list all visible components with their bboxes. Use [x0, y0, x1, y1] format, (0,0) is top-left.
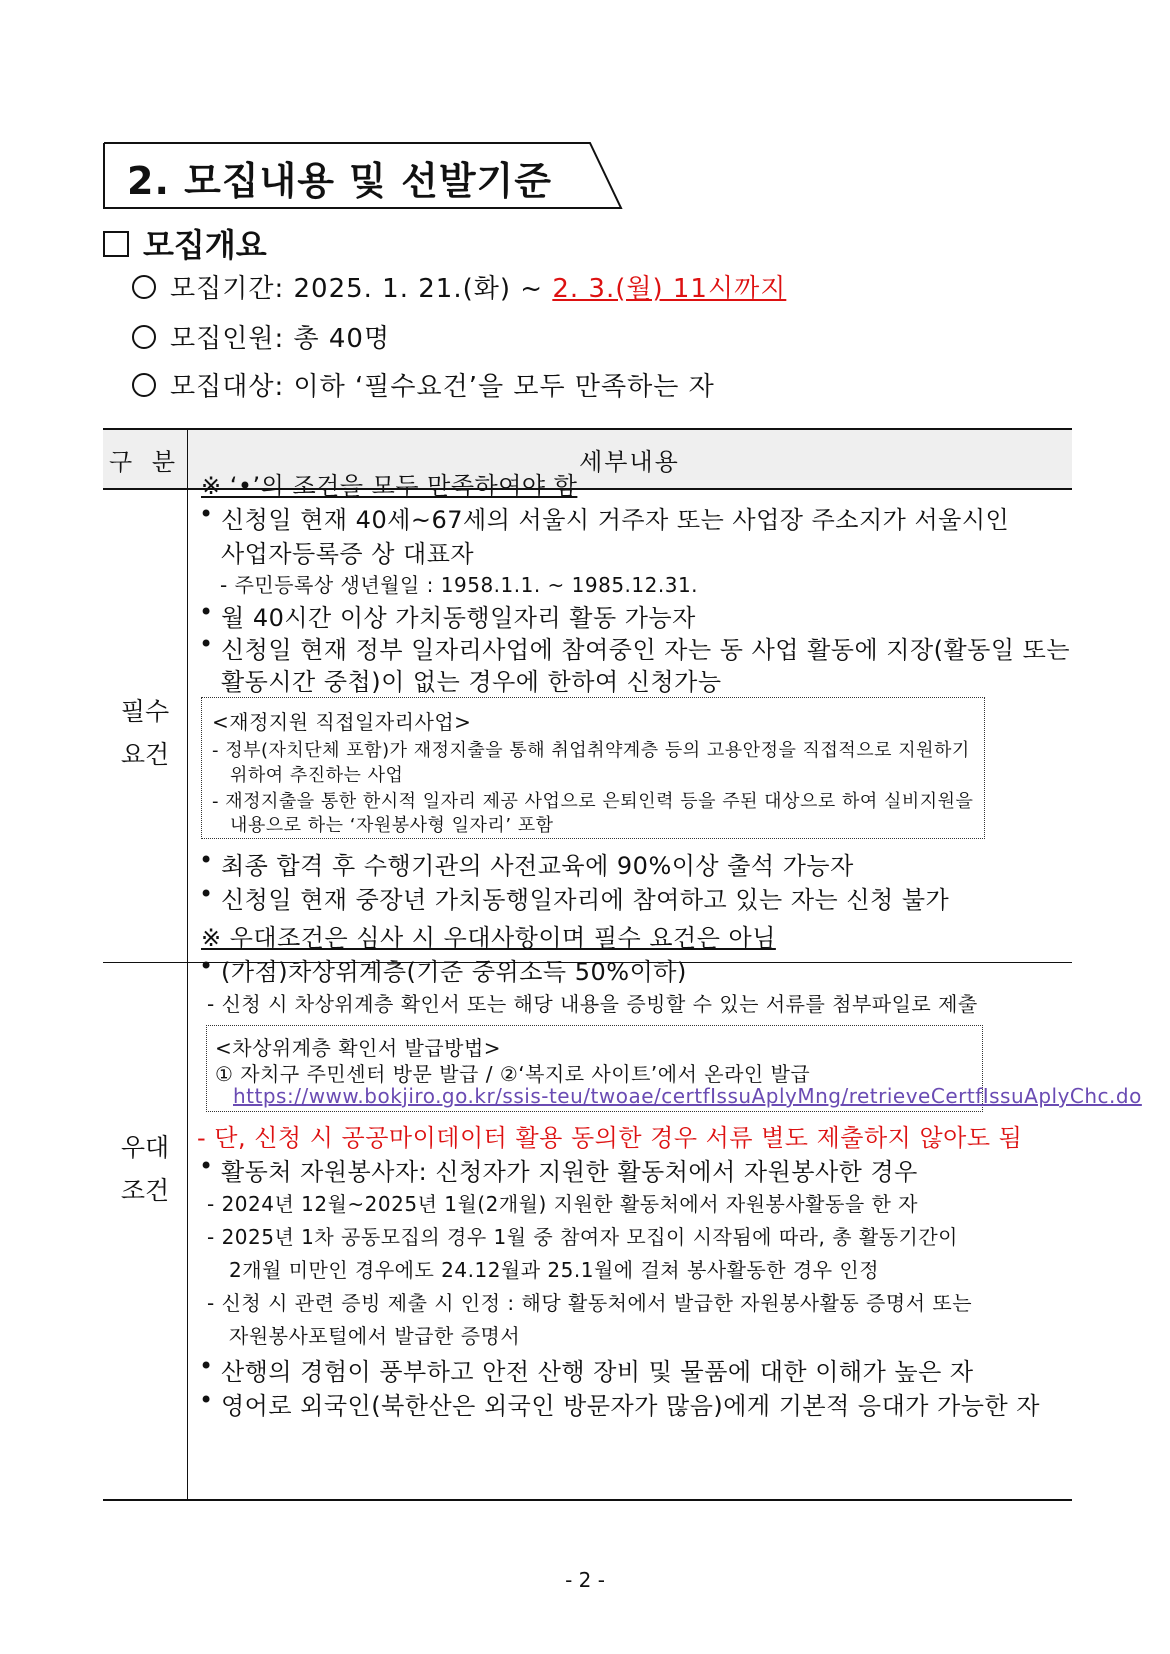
box-line-1: - 정부(자치단체 포함)가 재정지출을 통해 취업취약계층 등의 고용안정을 직접적으로 지원하기 — [212, 740, 970, 761]
preferred-bullet-4: • 영어로 외국인(북한산은 외국인 방문자가 많음)에게 기본적 응대가 가능한 자 — [221, 1386, 1040, 1421]
category-required-l1: 필수 — [120, 697, 170, 726]
recruit-target — [132, 366, 715, 403]
period-label: 모집기간: 2025. 1. 21.(화) ~ — [170, 274, 553, 304]
cert-box-title: <차상위계층 확인서 발급방법> — [215, 1036, 502, 1060]
required-bullet-3: • 신청일 현재 정부 일자리사업에 참여중인 자는 동 사업 활동에 지장(활동일 또는 — [221, 630, 1070, 665]
preferred-bullet-2-sub-2: - 2025년 1차 공동모집의 경우 1월 중 참여자 모집이 시작됨에 따라, 총 활동기간이 — [207, 1225, 958, 1249]
category-preferred — [103, 1126, 187, 1212]
box-line-3: - 재정지출을 통한 한시적 일자리 제공 사업으로 은퇴인력 등을 주된 대상으로 하여 실비지원을 — [212, 791, 974, 812]
circle-bullet-icon — [132, 373, 156, 397]
preferred-red-note: - 단, 신청 시 공공마이데이터 활용 동의한 경우 서류 별도 제출하지 않아도 됨 — [197, 1124, 1023, 1152]
required-bullet-2: • 월 40시간 이상 가치동행일자리 활동 가능자 — [221, 598, 696, 633]
count-text: 모집인원: 총 40명 — [170, 324, 391, 354]
preferred-bullet-3: • 산행의 경험이 풍부하고 안전 산행 장비 및 물품에 대한 이해가 높은 자 — [221, 1352, 974, 1387]
preferred-bullet-2-sub-2-cont: 2개월 미만인 경우에도 24.12월과 25.1월에 걸쳐 봉사활동한 경우 인정 — [229, 1258, 880, 1282]
required-bullet-3-cont: 활동시간 중첩)이 없는 경우에 한하여 신청가능 — [221, 668, 722, 696]
category-required — [103, 690, 187, 776]
criteria-table — [103, 428, 1142, 1501]
recruit-period — [132, 268, 786, 305]
page-number: - 2 - — [565, 1568, 605, 1592]
category-preferred-l1: 우대 — [120, 1133, 170, 1162]
square-bullet-icon — [103, 231, 129, 257]
preferred-note: ※ 우대조건은 심사 시 우대사항이며 필수 요건은 아님 — [201, 924, 776, 952]
category-preferred-l2: 조건 — [120, 1176, 170, 1205]
required-bullet-4: • 최종 합격 후 수행기관의 사전교육에 90%이상 출석 가능자 — [221, 846, 854, 881]
required-bullet-1-cont: 사업자등록증 상 대표자 — [221, 540, 475, 568]
header-detail: 세부내용 — [579, 448, 680, 476]
table-bottom-border — [103, 1499, 1072, 1501]
box-title: <재정지원 직접일자리사업> — [212, 710, 472, 734]
overview-heading-text: 모집개요 — [143, 226, 267, 264]
preferred-bullet-1-sub: - 신청 시 차상위계층 확인서 또는 해당 내용을 증빙할 수 있는 서류를 첨부파일로 제출 — [207, 992, 978, 1016]
required-bullet-5: • 신청일 현재 중장년 가치동행일자리에 참여하고 있는 자는 신청 불가 — [221, 880, 949, 915]
preferred-bullet-2-sub-3: - 신청 시 관련 증빙 제출 시 인정 : 해당 활동처에서 발급한 자원봉사활동 증명서 또는 — [207, 1291, 973, 1315]
box-line-2: 위하여 추진하는 사업 — [230, 765, 404, 786]
period-deadline: 2. 3.(월) 11시까지 — [552, 274, 787, 304]
preferred-bullet-2: • 활동처 자원봉사자: 신청자가 지원한 활동처에서 자원봉사한 경우 — [221, 1152, 918, 1187]
column-divider — [187, 428, 188, 1501]
certificate-issue-box — [206, 1025, 1142, 1112]
preferred-bullet-2-sub-1: - 2024년 12월~2025년 1월(2개월) 지원한 활동처에서 자원봉사활동을 한 자 — [207, 1192, 918, 1216]
section-title: 2. 모집내용 및 선발기준 — [127, 159, 552, 203]
circle-bullet-icon — [132, 325, 156, 349]
required-bullet-1: • 신청일 현재 40세~67세의 서울시 거주자 또는 사업장 주소지가 서울시인 — [221, 500, 1009, 535]
category-required-l2: 요건 — [120, 740, 170, 769]
target-text: 모집대상: 이하 ‘필수요건’을 모두 만족하는 자 — [170, 372, 715, 402]
circle-bullet-icon — [132, 275, 156, 299]
preferred-bullet-2-sub-3-cont: 자원봉사포털에서 발급한 증명서 — [229, 1324, 521, 1348]
box-line-4: 내용으로 하는 ‘자원봉사형 일자리’ 포함 — [230, 815, 554, 836]
required-bullet-1-sub: - 주민등록상 생년월일 : 1958.1.1. ~ 1985.12.31. — [220, 573, 699, 597]
preferred-bullet-1: • (가점)차상위계층(기준 중위소득 50%이하) — [221, 952, 687, 987]
recruit-count — [132, 318, 390, 355]
section-title-box — [103, 142, 663, 210]
required-note: ※ ‘•’의 조건을 모두 만족하여야 함 — [201, 472, 578, 500]
header-category: 구 분 — [109, 448, 181, 476]
table-top-border — [103, 428, 1072, 430]
overview-heading — [103, 220, 267, 266]
cert-box-line-1: ① 자치구 주민센터 방문 발급 / ②‘복지로 사이트’에서 온라인 발급 — [215, 1062, 811, 1086]
direct-job-program-box — [201, 697, 985, 839]
bokjiro-link[interactable]: https://www.bokjiro.go.kr/ssis-teu/twoae/certfIssuAplyMng/retrieveCertfIssuAplyChc.do — [233, 1084, 1142, 1108]
